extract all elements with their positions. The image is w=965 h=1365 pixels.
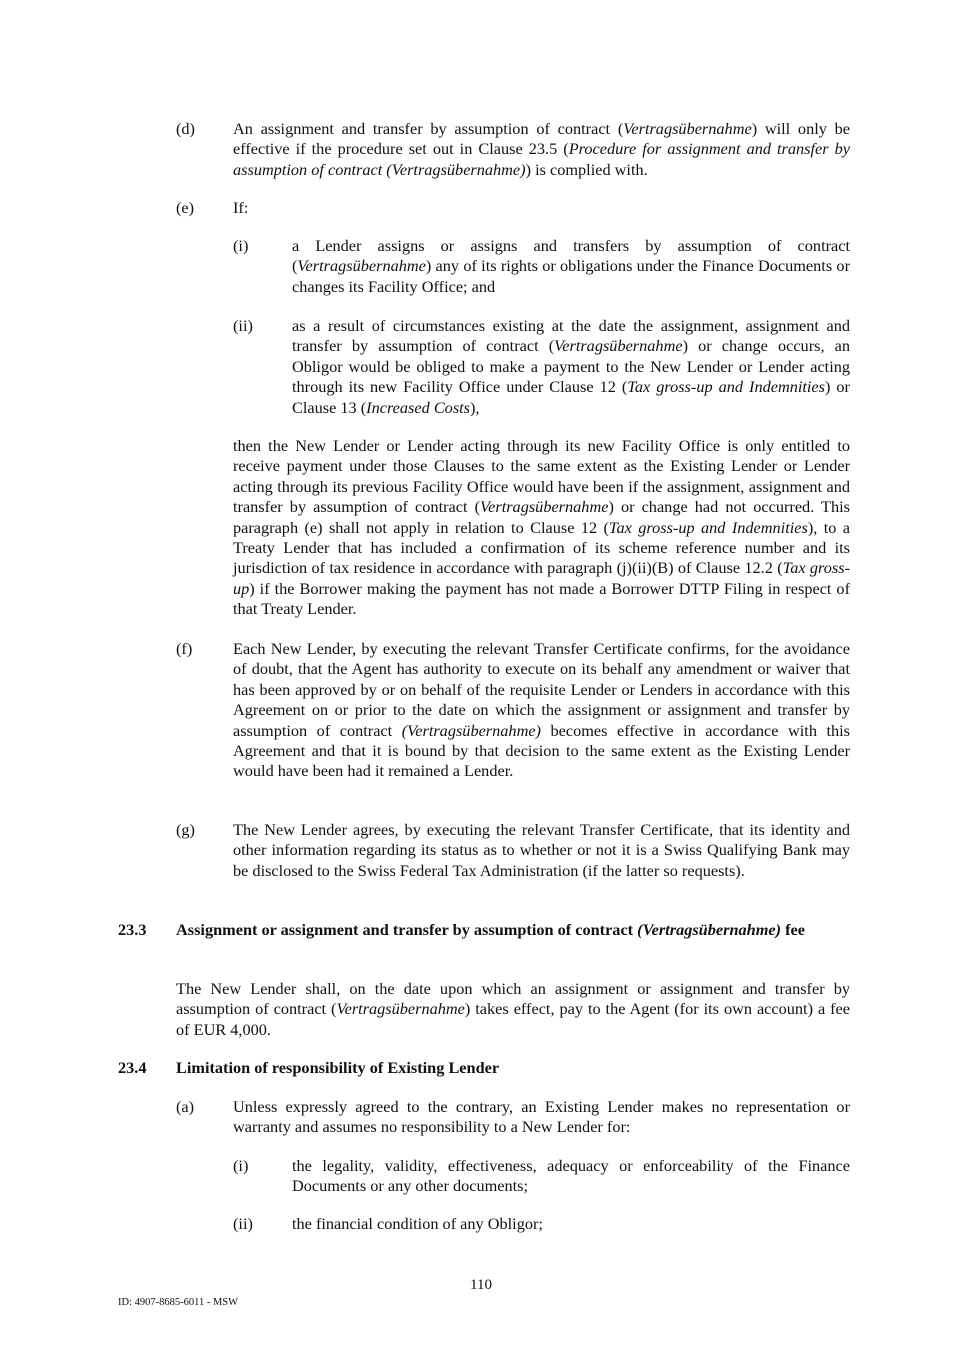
paragraph-d: An assignment and transfer by assumption of contract (Vertragsübernahme) will only be effective if the procedure set out in Clause 23.5 (Procedure for assignment and transfer by assumption of contract (Vertragsübernahme)) is complied with. — [233, 119, 850, 179]
page-number: 110 — [470, 1277, 492, 1293]
clause-23-4-a-ii: the financial condition of any Obligor; — [292, 1214, 543, 1233]
paragraph-e-label: (e) — [176, 198, 195, 217]
paragraph-e-ii: as a result of circumstances existing at the date the assignment, assignment and transfer by assumption of contract (Vertragsübernahme) or change occurs, an Obligor would be obliged to make a payment to the New Lender or Lender acting through its new Facility Office under Clause 12 (Tax gross-up and Indemnities) or Clause 13 (Increased Costs), — [292, 316, 851, 417]
clause-23-3-heading: Assignment or assignment and transfer by assumption of contract (Vertragsübernahme) fee — [176, 920, 805, 939]
clause-23-4-a: Unless expressly agreed to the contrary, an Existing Lender makes no representation or warranty and assumes no responsibility to a New Lender for: — [233, 1097, 850, 1137]
clause-23-3-body: The New Lender shall, on the date upon which an assignment or assignment and transfer by assumption of contract (Vertragsübernahme) takes effect, pay to the Agent (for its own account) a fee of EUR 4,000. — [176, 979, 851, 1039]
clause-23-3-number: 23.3 — [118, 920, 147, 939]
clause-23-4-a-label: (a) — [176, 1097, 195, 1116]
clause-23-4-a-ii-label: (ii) — [233, 1214, 253, 1233]
paragraph-e-i-label: (i) — [233, 236, 249, 255]
paragraph-g-label: (g) — [176, 820, 195, 839]
paragraph-d-label: (d) — [176, 119, 195, 138]
paragraph-e-i: a Lender assigns or assigns and transfers by assumption of contract (Vertragsübernahme) any of its rights or obligations under the Finance Documents or changes its Facility Office; and — [292, 236, 850, 296]
clause-23-4-heading: Limitation of responsibility of Existing Lender — [176, 1058, 500, 1077]
paragraph-e-ii-label: (ii) — [233, 316, 253, 335]
paragraph-g: The New Lender agrees, by executing the relevant Transfer Certificate, that its identity and other information regarding its status as to whether or not it is a Swiss Qualifying Bank may be disclosed to the Swiss Federal Tax Administration (if the latter so requests). — [233, 820, 850, 880]
clause-23-4-number: 23.4 — [118, 1058, 147, 1077]
clause-23-4-a-i: the legality, validity, effectiveness, adequacy or enforceability of the Finance Documents or any other documents; — [292, 1156, 850, 1196]
paragraph-f-label: (f) — [176, 639, 193, 658]
paragraph-f: Each New Lender, by executing the relevant Transfer Certificate confirms, for the avoidance of doubt, that the Agent has authority to execute on its behalf any amendment or waiver that has been approved by or on behalf of the requisite Lender or Lenders in accordance with this Agreement on or prior to the date on which the assignment or assignment and transfer by assumption of contract (Vertragsübernahme) becomes effective in accordance with this Agreement and that it is bound by that decision to the same extent as the Existing Lender would have been had it remained a Lender. — [233, 639, 850, 781]
clause-23-4-a-i-label: (i) — [233, 1156, 249, 1175]
paragraph-e-then: then the New Lender or Lender acting through its new Facility Office is only entitled to receive payment under those Clauses to the same extent as the Existing Lender or Lender acting through its previous Facility Office would have been if the assignment, assignment and transfer by assumption of contract (Vertragsübernahme) or change had not occurred. This paragraph (e) shall not apply in relation to Clause 12 (Tax gross-up and Indemnities), to a Treaty Lender that has included a confirmation of its scheme reference number and its jurisdiction of tax residence in accordance with paragraph (j)(ii)(B) of Clause 12.2 (Tax gross-up) if the Borrower making the payment has not made a Borrower DTTP Filing in respect of that Treaty Lender. — [233, 436, 850, 619]
paragraph-e-intro: If: — [233, 198, 249, 217]
document-id: ID: 4907-8685-6011 - MSW — [118, 1297, 239, 1308]
